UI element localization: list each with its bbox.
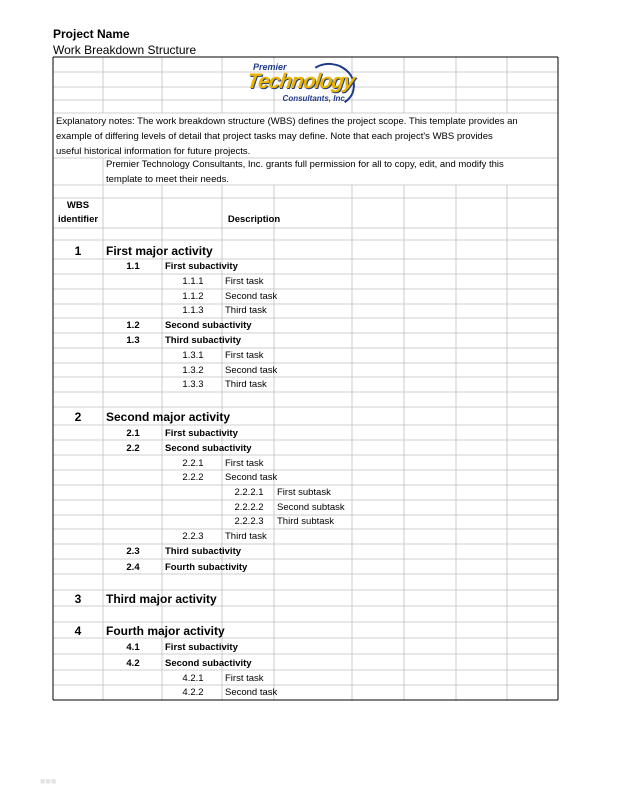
notes-line-3: useful historical information for future projects. [56, 146, 251, 157]
wbs-description-level-4: Second subtask [277, 502, 345, 513]
wbs-id-level-3: 1.1.2 [182, 291, 204, 302]
company-logo [245, 61, 356, 109]
wbs-description-level-3: Third task [225, 379, 267, 390]
wbs-description-level-3: Second task [225, 472, 278, 483]
wbs-id-level-2: 1.1 [126, 261, 140, 272]
permission-line-2: template to meet their needs. [106, 174, 230, 185]
watermark-logo-icon: ■■■ [40, 776, 57, 786]
wbs-id-level-2: 2.2 [126, 443, 140, 454]
wbs-description-level-2: First subactivity [165, 428, 238, 439]
wbs-description-level-2: First subactivity [165, 642, 238, 653]
wbs-description-level-1: Second major activity [106, 409, 231, 424]
wbs-id-level-2: 2.1 [126, 428, 140, 439]
wbs-id-level-2: 4.1 [126, 642, 140, 653]
wbs-id-level-2: 1.2 [126, 320, 140, 331]
wbs-description-level-4: Third subtask [277, 516, 335, 527]
wbs-description-level-3: First task [225, 350, 264, 361]
wbs-id-level-3: 1.3.2 [182, 365, 204, 376]
wbs-subtitle: Work Breakdown Structure [53, 43, 197, 57]
wbs-description-level-3: First task [225, 276, 264, 287]
wbs-description-level-3: First task [225, 458, 264, 469]
wbs-description-level-2: First subactivity [165, 261, 238, 272]
column-header-identifier: identifier [57, 214, 99, 225]
wbs-description-level-1: First major activity [106, 243, 213, 258]
wbs-id-level-3: 2.2.3 [182, 531, 204, 542]
wbs-id-level-4: 2.2.2.1 [234, 487, 264, 498]
wbs-id-level-1: 4 [74, 623, 82, 638]
wbs-id-level-2: 2.3 [126, 546, 140, 557]
wbs-id-level-3: 1.3.3 [182, 379, 204, 390]
wbs-id-level-2: 1.3 [126, 335, 140, 346]
logo-line-2: Technology [245, 70, 356, 93]
column-header-wbs: WBS [66, 200, 90, 211]
wbs-id-level-2: 2.4 [126, 562, 140, 573]
permission-line-1: Premier Technology Consultants, Inc. grants full permission for all to copy, edit, and modify this [106, 159, 504, 170]
wbs-description-level-3: Second task [225, 687, 278, 698]
wbs-id-level-3: 4.2.1 [182, 673, 204, 684]
wbs-description-level-2: Second subactivity [165, 658, 252, 669]
notes-line-2: example of differing levels of detail that project tasks may define. Note that each project's WBS provides [56, 131, 493, 142]
project-name-title: Project Name [53, 27, 130, 41]
wbs-description-level-2: Third subactivity [165, 546, 242, 557]
wbs-id-level-3: 1.1.3 [182, 305, 204, 316]
wbs-description-level-3: Third task [225, 531, 267, 542]
wbs-id-level-3: 2.2.2 [182, 472, 204, 483]
wbs-description-level-2: Second subactivity [165, 443, 252, 454]
logo-line-3: Consultants, Inc. [282, 94, 347, 103]
wbs-description-level-1: Fourth major activity [106, 623, 225, 638]
wbs-id-level-1: 2 [74, 409, 82, 424]
wbs-id-level-4: 2.2.2.3 [234, 516, 264, 527]
wbs-id-level-2: 4.2 [126, 658, 140, 669]
column-header-description: Description [227, 214, 281, 225]
wbs-description-level-1: Third major activity [106, 591, 217, 606]
wbs-description-level-3: Second task [225, 365, 278, 376]
wbs-description-level-4: First subtask [277, 487, 331, 498]
wbs-id-level-1: 3 [74, 591, 82, 606]
wbs-id-level-3: 1.3.1 [182, 350, 204, 361]
wbs-description-level-3: Second task [225, 291, 278, 302]
wbs-id-level-3: 2.2.1 [182, 458, 204, 469]
wbs-id-level-1: 1 [74, 243, 82, 258]
wbs-description-level-3: Third task [225, 305, 267, 316]
wbs-description-level-2: Second subactivity [165, 320, 252, 331]
notes-line-1: Explanatory notes: The work breakdown structure (WBS) defines the project scope. This template provides an [56, 116, 518, 127]
wbs-description-level-2: Third subactivity [165, 335, 242, 346]
wbs-description-level-3: First task [225, 673, 264, 684]
wbs-id-level-3: 1.1.1 [182, 276, 204, 287]
wbs-id-level-4: 2.2.2.2 [234, 502, 264, 513]
wbs-id-level-3: 4.2.2 [182, 687, 204, 698]
wbs-description-level-2: Fourth subactivity [165, 562, 248, 573]
logo-line-1: Premier [253, 62, 287, 72]
